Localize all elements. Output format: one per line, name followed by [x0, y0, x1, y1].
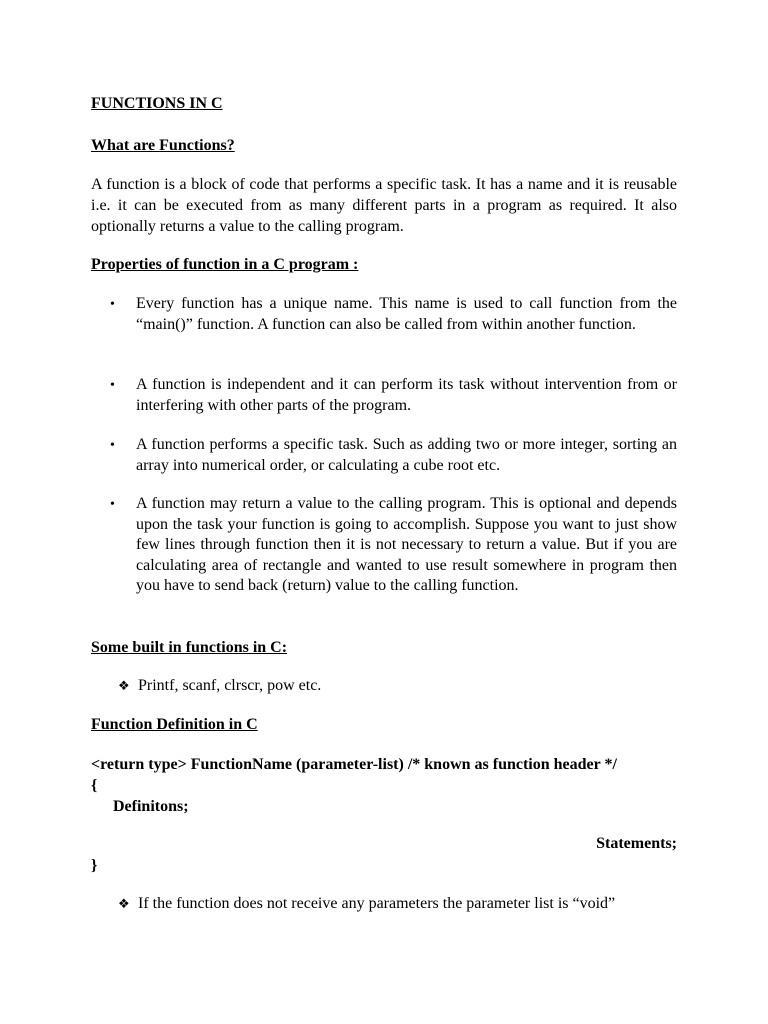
bullet-text: A function performs a specific task. Such as adding two or more integer, sorting an array into numerical order, or calculating a cube root etc.: [136, 436, 677, 474]
built-in-functions-item: [118, 676, 321, 697]
section-heading-properties: Properties of function in a C program :: [91, 256, 359, 273]
section-heading-function-definition: Function Definition in C: [91, 716, 258, 733]
bullet-icon: •: [110, 297, 115, 312]
bullet-text: A function is independent and it can perform its task without intervention from or interfering with other parts of the program.: [136, 376, 677, 414]
diamond-bullet-icon: ❖: [118, 897, 130, 912]
void-note-text: If the function does not receive any parameters the parameter list is “void”: [138, 895, 616, 912]
bullet-text: Every function has a unique name. This name is used to call function from the “main()” function. A function can also be called from within another function.: [136, 295, 677, 333]
section-heading-what-are-functions: What are Functions?: [91, 137, 235, 154]
bullet-icon: •: [110, 438, 115, 453]
void-note-item: [118, 894, 615, 915]
close-brace: }: [91, 857, 98, 874]
bullet-text: A function may return a value to the calling program. This is optional and depends upon the task your function is going to accomplish. Suppose you want to just show few lines through function then it is not necessary to return a value. But if you are calculating area of rectangle and wanted to use result somewhere in program then you have to send back (return) value to the calling function.: [136, 495, 677, 595]
definitions-line: Definitons;: [113, 798, 189, 815]
diamond-bullet-icon: ❖: [118, 679, 130, 694]
section-heading-built-in-functions: Some built in functions in C:: [91, 639, 288, 656]
built-in-functions-text: Printf, scanf, clrscr, pow etc.: [138, 677, 322, 694]
function-header-line: <return type> FunctionName (parameter-list) /* known as function header */: [91, 756, 617, 773]
document-title: FUNCTIONS IN C: [91, 95, 223, 112]
intro-paragraph: A function is a block of code that performs a specific task. It has a name and it is reusable i.e. it can be executed from as many different parts in a program as required. It also optionally returns a value to the calling program.: [91, 176, 677, 235]
open-brace: {: [91, 777, 98, 794]
bullet-icon: •: [110, 497, 115, 512]
bullet-icon: •: [110, 378, 115, 393]
statements-line: Statements;: [596, 835, 677, 852]
